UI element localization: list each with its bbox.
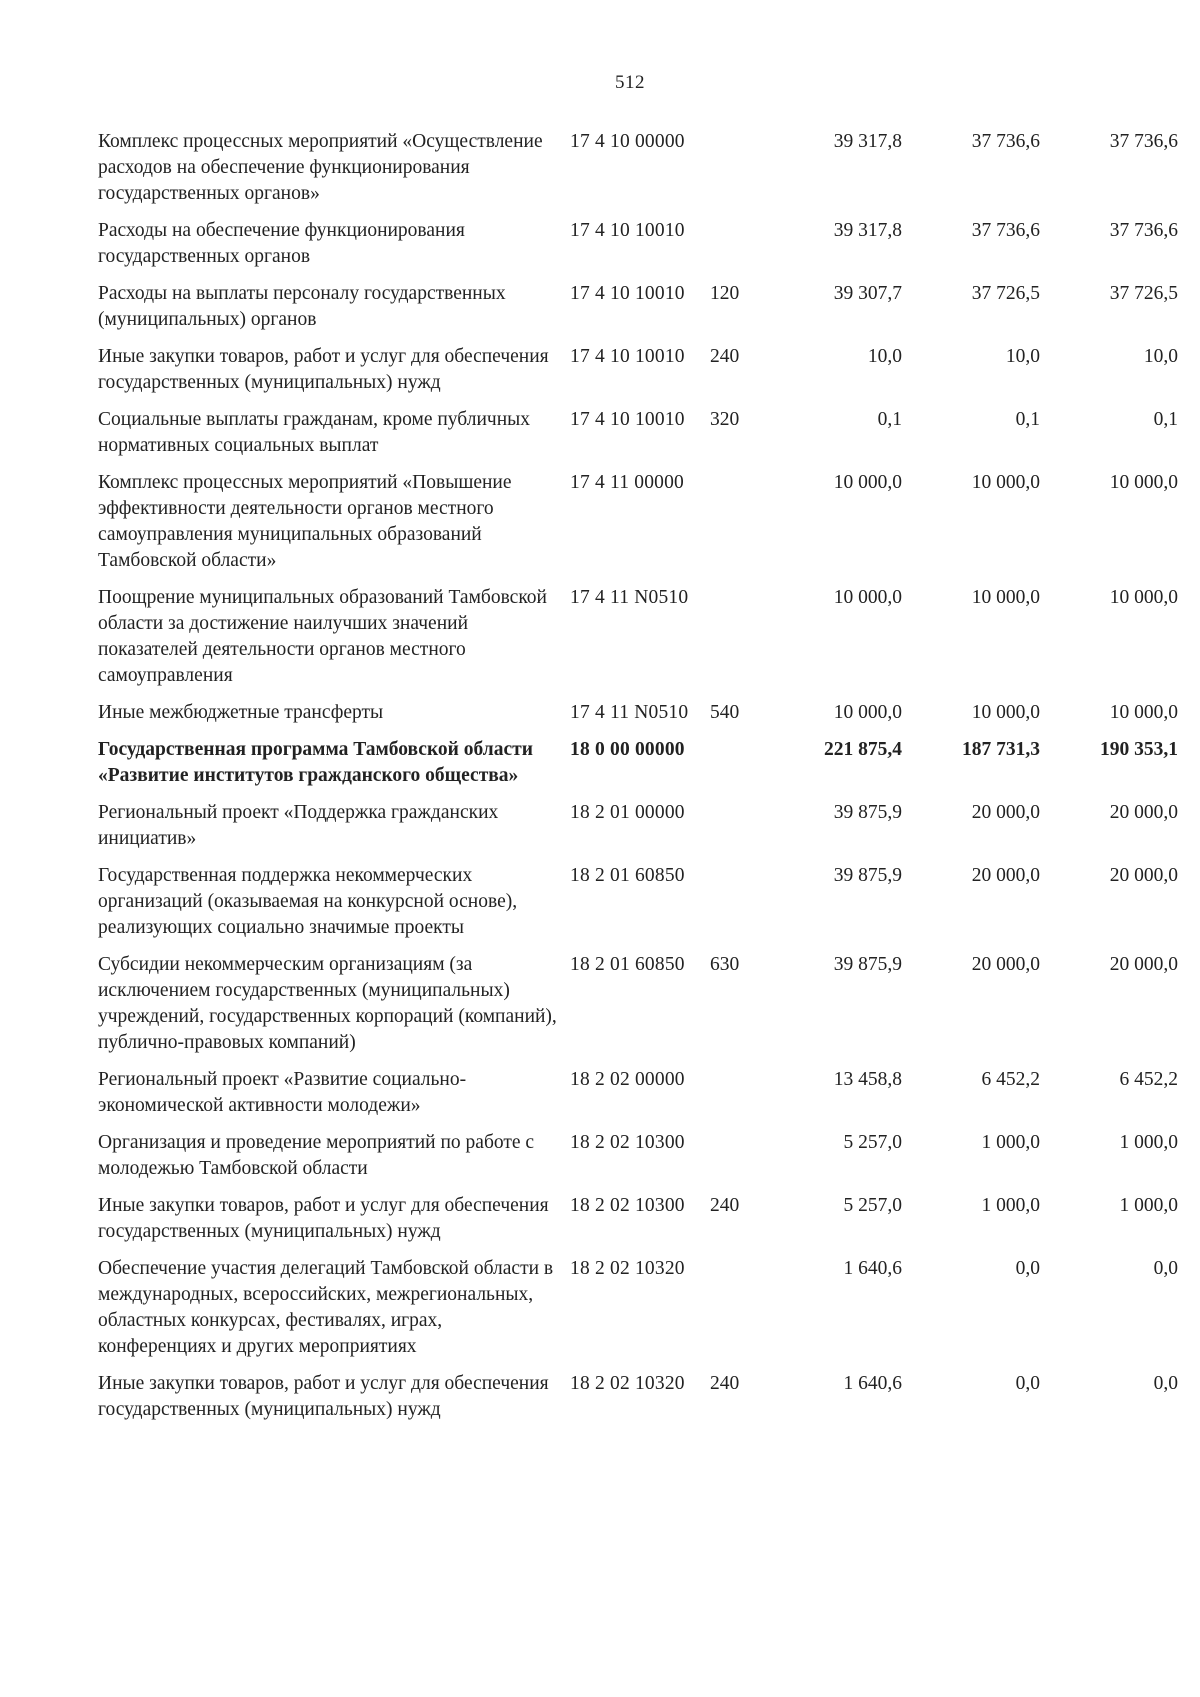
row-amount-year-2: 10 000,0 [971, 472, 1040, 493]
row-amount-year-1: 5 257,0 [843, 1132, 902, 1153]
row-amount-year-2: 1 000,0 [981, 1195, 1040, 1216]
row-name: Организация и проведение мероприятий по работе с молодежью Тамбовской области [98, 1132, 535, 1179]
row-name: Социальные выплаты гражданам, кроме публичных нормативных социальных выплат [98, 409, 530, 456]
table-row [98, 1371, 1178, 1434]
row-name: Комплекс процессных мероприятий «Повышение эффективности деятельности органов местного самоуправления муниципальных образований Тамбовской области» [98, 472, 512, 571]
row-amount-year-1: 10,0 [867, 346, 902, 367]
row-code: 18 2 01 60850 [570, 954, 685, 975]
row-code: 18 2 01 60850 [570, 865, 685, 886]
row-expense-type [710, 737, 772, 800]
row-code: 17 4 10 00000 [570, 131, 685, 152]
row-name: Государственная поддержка некоммерческих организаций (оказываемая на конкурсной основе), реализующих социально значимые проекты [98, 865, 518, 938]
row-amount-year-3: 1 000,0 [1119, 1132, 1178, 1153]
row-name: Обеспечение участия делегаций Тамбовской области в международных, всероссийских, межрегиональных, областных конкурсах, фестивалях, играх, конференциях и других мероприятиях [98, 1258, 554, 1357]
row-amount-year-3: 10,0 [1143, 346, 1178, 367]
row-amount-year-2: 20 000,0 [971, 802, 1040, 823]
row-amount-year-2: 0,0 [1015, 1373, 1040, 1394]
row-expense-type [710, 863, 772, 952]
row-amount-year-2: 10 000,0 [971, 702, 1040, 723]
row-amount-year-3: 37 736,6 [1109, 220, 1178, 241]
row-expense-type: 630 [710, 954, 740, 975]
budget-table [98, 129, 1178, 1434]
row-amount-year-2: 20 000,0 [971, 865, 1040, 886]
row-amount-year-3: 37 726,5 [1109, 283, 1178, 304]
row-amount-year-3: 190 353,1 [1100, 739, 1178, 760]
table-row [98, 1256, 1178, 1371]
row-amount-year-3: 10 000,0 [1109, 472, 1178, 493]
row-name: Иные закупки товаров, работ и услуг для обеспечения государственных (муниципальных) нужд [98, 1373, 549, 1420]
row-expense-type: 240 [710, 346, 740, 367]
table-row [98, 470, 1178, 585]
table-row [98, 1067, 1178, 1130]
row-expense-type [710, 1256, 772, 1371]
row-amount-year-1: 10 000,0 [833, 702, 902, 723]
row-amount-year-3: 0,0 [1153, 1373, 1178, 1394]
row-amount-year-1: 39 317,8 [833, 131, 902, 152]
row-amount-year-1: 39 875,9 [833, 954, 902, 975]
row-amount-year-2: 37 736,6 [971, 220, 1040, 241]
row-amount-year-1: 39 875,9 [833, 802, 902, 823]
row-amount-year-3: 20 000,0 [1109, 954, 1178, 975]
table-row [98, 281, 1178, 344]
table-row [98, 700, 1178, 737]
row-expense-type [710, 585, 772, 700]
row-name: Расходы на выплаты персоналу государственных (муниципальных) органов [98, 283, 506, 330]
row-name: Государственная программа Тамбовской области «Развитие институтов гражданского общества» [98, 739, 533, 786]
row-amount-year-1: 1 640,6 [843, 1373, 902, 1394]
row-amount-year-2: 10,0 [1005, 346, 1040, 367]
row-name: Иные закупки товаров, работ и услуг для обеспечения государственных (муниципальных) нужд [98, 346, 549, 393]
row-code: 18 2 02 10320 [570, 1373, 685, 1394]
table-row [98, 218, 1178, 281]
row-amount-year-3: 10 000,0 [1109, 702, 1178, 723]
table-row [98, 800, 1178, 863]
row-amount-year-2: 20 000,0 [971, 954, 1040, 975]
row-amount-year-1: 5 257,0 [843, 1195, 902, 1216]
row-amount-year-3: 10 000,0 [1109, 587, 1178, 608]
row-code: 18 2 02 10320 [570, 1258, 685, 1279]
row-amount-year-1: 39 875,9 [833, 865, 902, 886]
row-amount-year-1: 10 000,0 [833, 587, 902, 608]
row-amount-year-2: 37 736,6 [971, 131, 1040, 152]
row-expense-type: 120 [710, 283, 740, 304]
row-code: 17 4 10 10010 [570, 346, 685, 367]
row-amount-year-3: 6 452,2 [1119, 1069, 1178, 1090]
row-amount-year-2: 37 726,5 [971, 283, 1040, 304]
row-name: Иные закупки товаров, работ и услуг для обеспечения государственных (муниципальных) нужд [98, 1195, 549, 1242]
row-code: 18 0 00 00000 [570, 739, 685, 760]
row-amount-year-3: 37 736,6 [1109, 131, 1178, 152]
row-code: 17 4 11 N0510 [570, 702, 689, 723]
row-amount-year-3: 20 000,0 [1109, 802, 1178, 823]
row-amount-year-1: 13 458,8 [833, 1069, 902, 1090]
table-row [98, 863, 1178, 952]
table-row [98, 129, 1178, 218]
row-expense-type: 240 [710, 1373, 740, 1394]
row-code: 18 2 02 10300 [570, 1132, 685, 1153]
row-amount-year-3: 20 000,0 [1109, 865, 1178, 886]
row-expense-type [710, 1067, 772, 1130]
row-code: 17 4 10 10010 [570, 220, 685, 241]
row-name: Иные межбюджетные трансферты [98, 702, 384, 723]
row-name: Региональный проект «Поддержка гражданских инициатив» [98, 802, 499, 849]
row-amount-year-2: 6 452,2 [981, 1069, 1040, 1090]
row-name: Расходы на обеспечение функционирования государственных органов [98, 220, 465, 267]
row-expense-type [710, 218, 772, 281]
row-code: 17 4 11 00000 [570, 472, 685, 493]
table-row [98, 1130, 1178, 1193]
table-row [98, 407, 1178, 470]
row-amount-year-1: 10 000,0 [833, 472, 902, 493]
row-amount-year-1: 39 307,7 [833, 283, 902, 304]
page-number: 512 [615, 72, 645, 93]
row-code: 17 4 10 10010 [570, 409, 685, 430]
table-row [98, 737, 1178, 800]
table-row [98, 952, 1178, 1067]
row-name: Субсидии некоммерческим организациям (за исключением государственных (муниципальных) учреждений, государственных корпораций (компаний), публично-правовых компаний) [98, 954, 557, 1053]
table-row [98, 344, 1178, 407]
row-expense-type: 320 [710, 409, 740, 430]
row-expense-type: 540 [710, 702, 740, 723]
row-code: 18 2 02 10300 [570, 1195, 685, 1216]
row-amount-year-1: 1 640,6 [843, 1258, 902, 1279]
row-amount-year-2: 1 000,0 [981, 1132, 1040, 1153]
row-amount-year-2: 0,0 [1015, 1258, 1040, 1279]
row-expense-type [710, 129, 772, 218]
row-code: 17 4 11 N0510 [570, 587, 689, 608]
table-row [98, 585, 1178, 700]
table-row [98, 1193, 1178, 1256]
row-expense-type [710, 470, 772, 585]
row-amount-year-3: 0,1 [1153, 409, 1178, 430]
table-body [98, 129, 1178, 1434]
row-amount-year-2: 0,1 [1015, 409, 1040, 430]
row-amount-year-2: 10 000,0 [971, 587, 1040, 608]
row-amount-year-3: 1 000,0 [1119, 1195, 1178, 1216]
row-code: 17 4 10 10010 [570, 283, 685, 304]
row-expense-type [710, 1130, 772, 1193]
row-amount-year-3: 0,0 [1153, 1258, 1178, 1279]
row-amount-year-1: 0,1 [877, 409, 902, 430]
row-amount-year-1: 39 317,8 [833, 220, 902, 241]
row-expense-type [710, 800, 772, 863]
row-amount-year-2: 187 731,3 [962, 739, 1040, 760]
row-code: 18 2 01 00000 [570, 802, 685, 823]
row-expense-type: 240 [710, 1195, 740, 1216]
row-code: 18 2 02 00000 [570, 1069, 685, 1090]
row-name: Комплекс процессных мероприятий «Осуществление расходов на обеспечение функционирования государственных органов» [98, 131, 543, 204]
row-name: Региональный проект «Развитие социально-экономической активности молодежи» [98, 1069, 467, 1116]
row-amount-year-1: 221 875,4 [824, 739, 902, 760]
row-name: Поощрение муниципальных образований Тамбовской области за достижение наилучших значений показателей деятельности органов местного самоуправления [98, 587, 547, 686]
